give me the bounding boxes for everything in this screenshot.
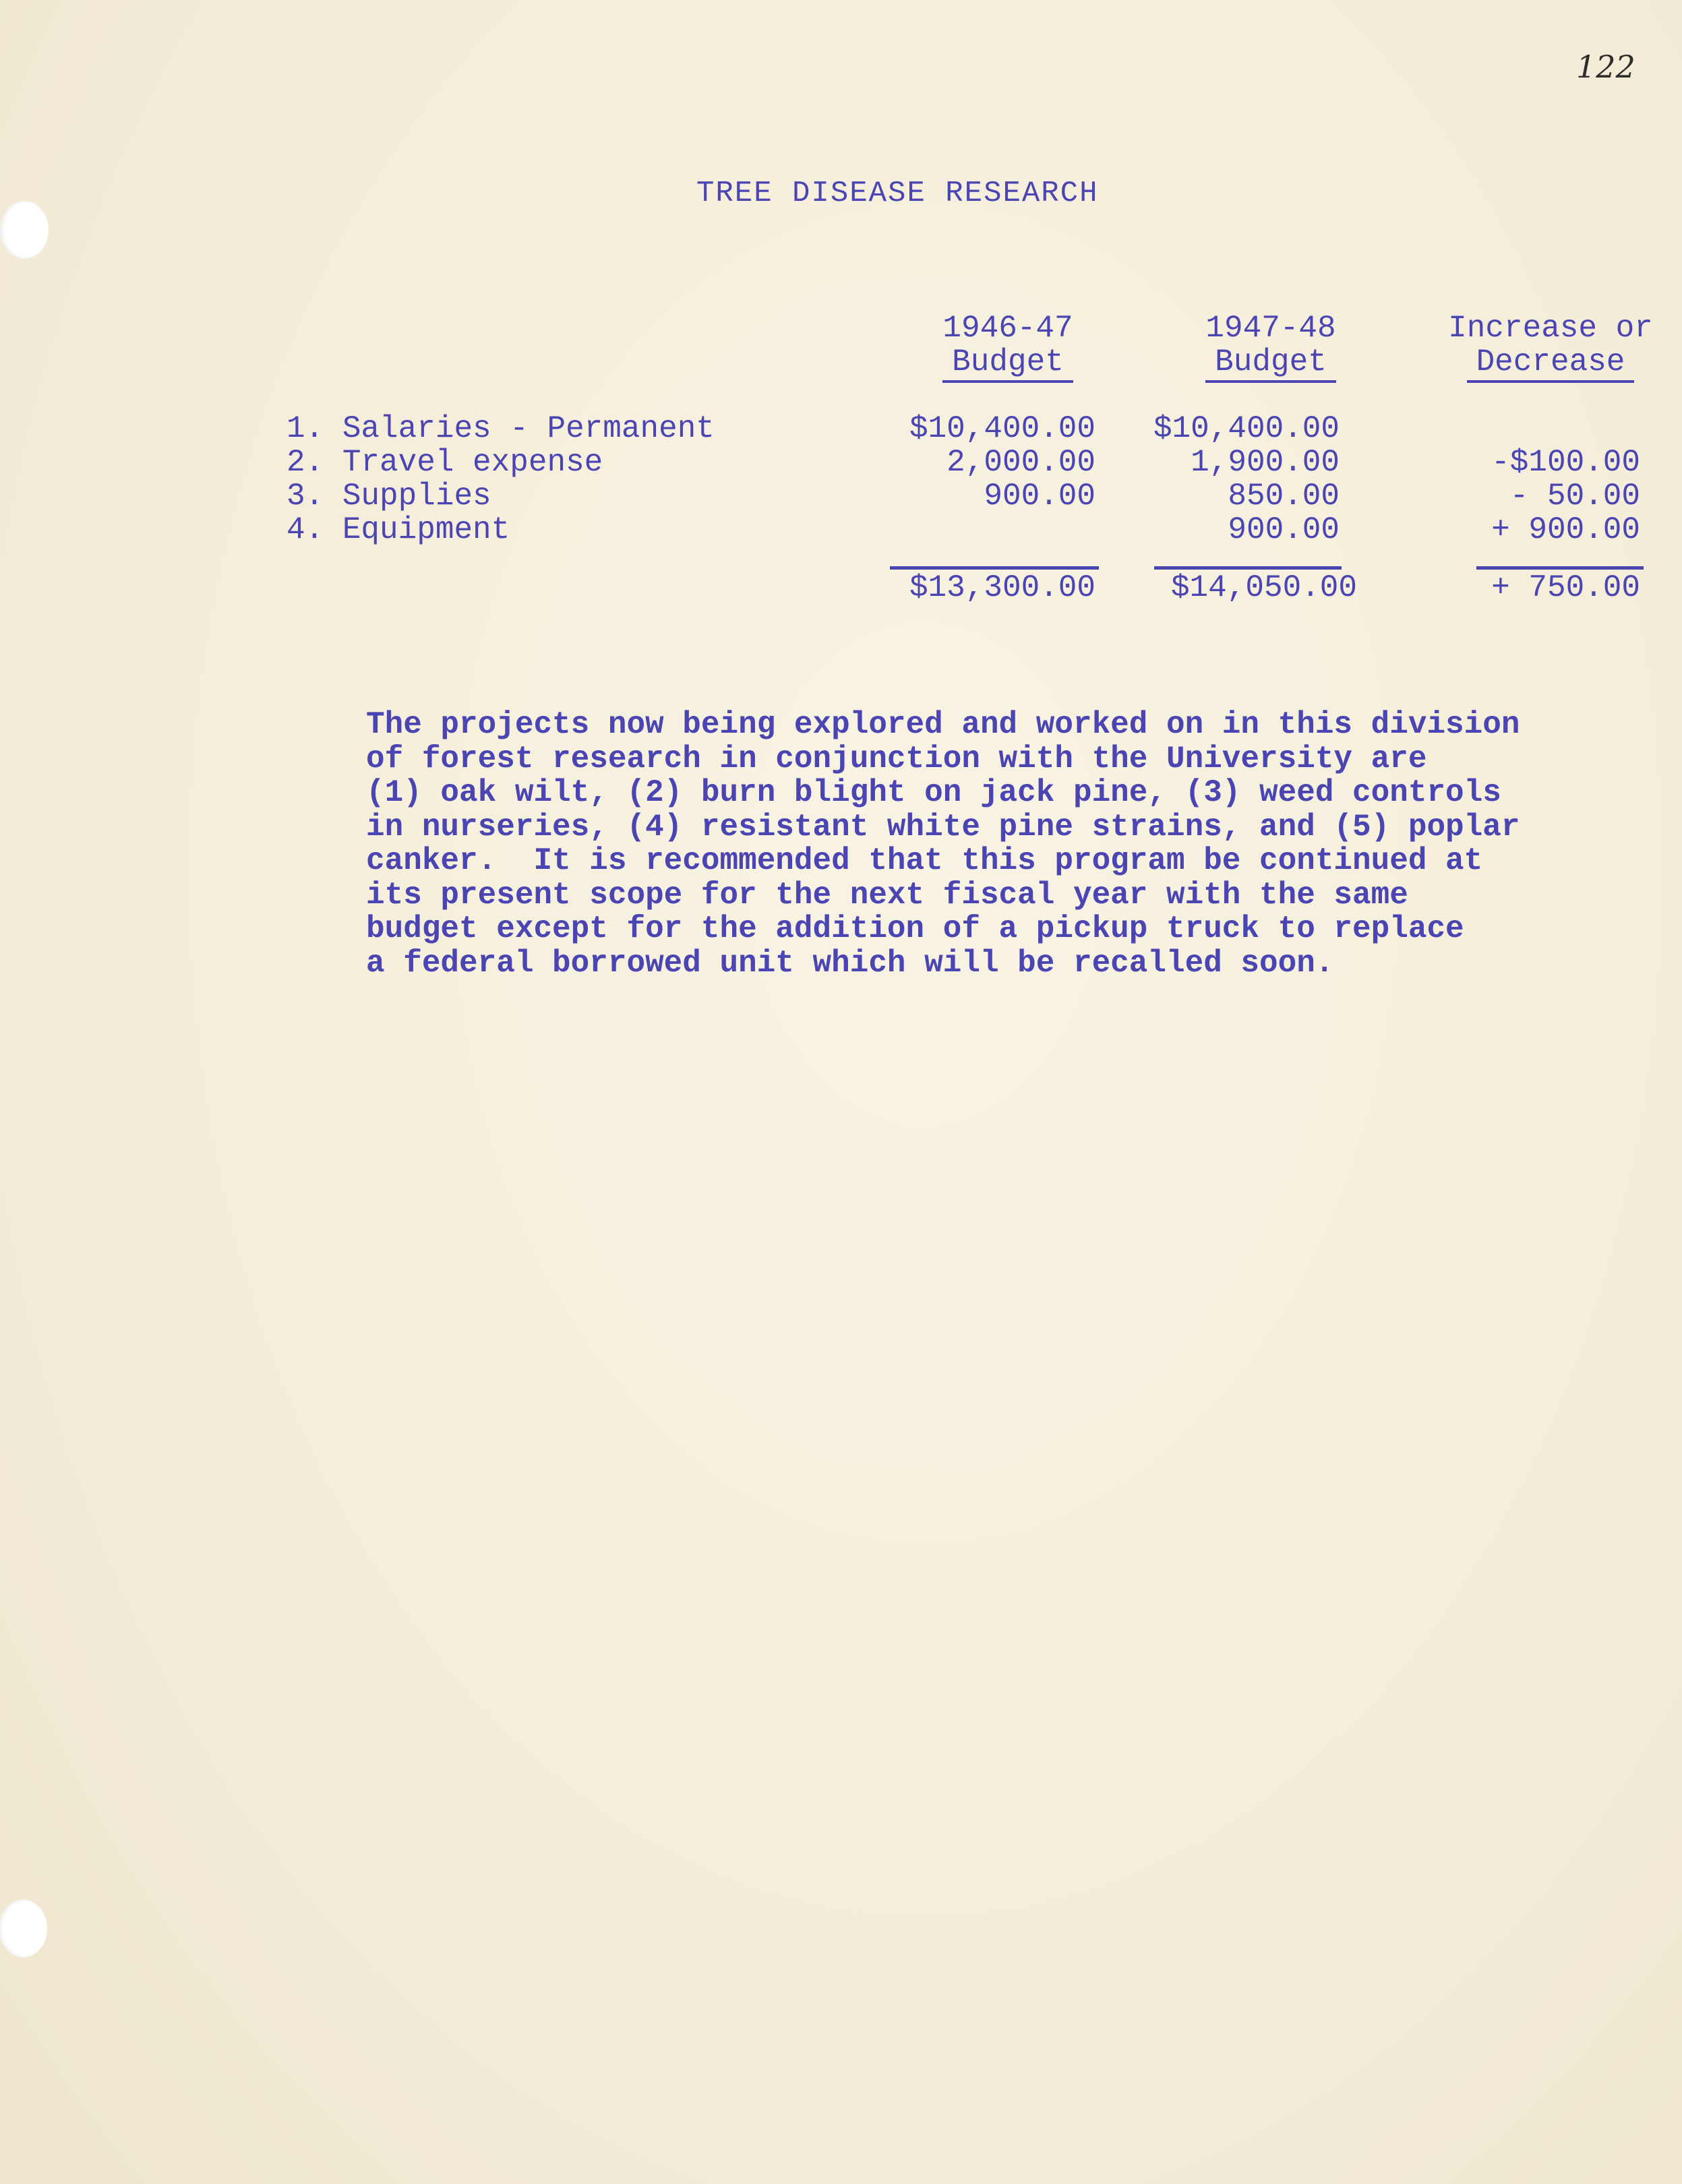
column-header-label: Budget	[942, 345, 1073, 383]
total-rule-1947-48	[1154, 566, 1342, 570]
change-value: - 50.00	[1509, 479, 1640, 514]
budget-row-label: 2. Travel expense	[287, 445, 603, 480]
budget-1947-48-value: 1,900.00	[1191, 445, 1340, 480]
change-value: + 900.00	[1491, 512, 1640, 547]
total-1947-48: $14,050.00	[1170, 570, 1357, 605]
total-rule-change	[1476, 566, 1644, 570]
budget-row-label: 3. Supplies	[287, 479, 491, 514]
column-header-1947-48	[1170, 311, 1372, 383]
budget-1946-47-value: 2,000.00	[947, 445, 1095, 480]
punch-hole-bottom	[0, 1900, 47, 1958]
narrative-line: its present scope for the next fiscal year with the same	[366, 877, 1408, 913]
column-header-year: 1946-47	[942, 311, 1073, 346]
punch-hole-top	[0, 201, 49, 259]
total-change: + 750.00	[1491, 570, 1640, 605]
handwritten-page-number: 122	[1576, 49, 1635, 85]
narrative-line: of forest research in conjunction with the University are	[366, 741, 1427, 777]
budget-row-label: 1. Salaries - Permanent	[287, 411, 715, 446]
change-value: -$100.00	[1491, 445, 1640, 480]
budget-1946-47-value: $10,400.00	[909, 411, 1095, 446]
narrative-line: canker. It is recommended that this program be continued at	[366, 843, 1483, 878]
narrative-line: The projects now being explored and worked on in this division	[366, 707, 1520, 742]
column-header-label: Decrease	[1467, 345, 1635, 383]
column-header-line1: Increase or	[1448, 311, 1653, 346]
narrative-line: a federal borrowed unit which will be recalled soon.	[366, 945, 1334, 981]
document-title: TREE DISEASE RESEARCH	[696, 177, 1099, 210]
column-header-year: 1947-48	[1205, 311, 1336, 346]
total-1946-47: $13,300.00	[909, 570, 1095, 605]
budget-1947-48-value: 850.00	[1228, 479, 1340, 514]
narrative-paragraph	[366, 708, 1647, 980]
budget-row-label: 4. Equipment	[287, 512, 510, 547]
column-header-change	[1429, 311, 1672, 383]
column-header-label: Budget	[1205, 345, 1336, 383]
budget-1947-48-value: $10,400.00	[1153, 411, 1340, 446]
column-header-1946-47	[907, 311, 1109, 383]
budget-1946-47-value: 900.00	[984, 479, 1095, 514]
narrative-line: in nurseries, (4) resistant white pine strains, and (5) poplar	[366, 809, 1520, 845]
narrative-line: budget except for the addition of a pickup truck to replace	[366, 911, 1464, 946]
budget-1947-48-value: 900.00	[1228, 512, 1340, 547]
total-rule-1946-47	[890, 566, 1099, 570]
narrative-line: (1) oak wilt, (2) burn blight on jack pine, (3) weed controls	[366, 775, 1501, 810]
